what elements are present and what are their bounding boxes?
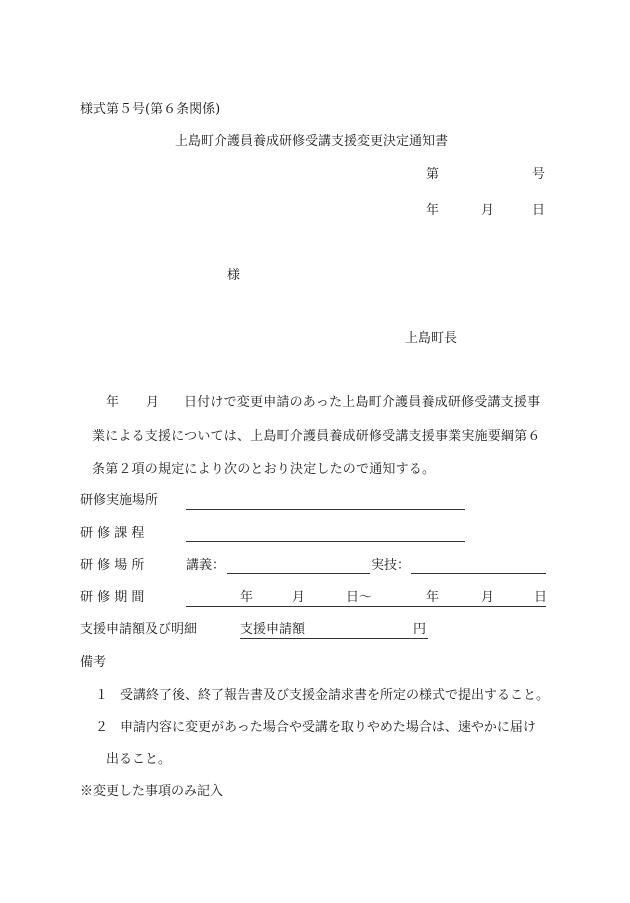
location-label: 研修実施場所 <box>80 493 159 508</box>
lecture-label: 講義： <box>186 558 226 573</box>
location-line <box>186 509 465 510</box>
recipient-suffix: 様 <box>227 268 241 283</box>
practice-label: 実技： <box>371 558 411 573</box>
number-prefix: 第 <box>426 167 440 182</box>
body-line-1: 日付けで変更申請のあった上島町介護員養成研修受講支援事 <box>184 395 541 410</box>
form-number: 様式第５号(第６条関係) <box>80 102 221 117</box>
body-month: 月 <box>146 395 160 410</box>
body-line-2: 業による支援については、上島町介護員養成研修受講支援事業実施要綱第６ <box>92 429 541 444</box>
period-end-year: 年 <box>426 590 440 605</box>
footnote: ※変更した事項のみ記入 <box>80 784 224 799</box>
note-2-continuation: 出ること。 <box>106 752 172 767</box>
period-line <box>186 606 546 607</box>
practice-line <box>411 573 546 574</box>
period-start-month: 月 <box>292 590 306 605</box>
number-suffix: 号 <box>532 167 546 182</box>
venue-label: 研 修 場 所 <box>80 558 145 573</box>
support-label: 支援申請額及び明細 <box>80 622 198 637</box>
document-title: 上島町介護員養成研修受講支援変更決定通知書 <box>175 134 449 149</box>
sender: 上島町長 <box>405 331 458 346</box>
course-label: 研 修 課 程 <box>80 526 145 541</box>
date-day: 日 <box>532 203 546 218</box>
support-amount-line <box>240 638 428 639</box>
yen-unit: 円 <box>413 622 427 637</box>
period-end-day: 日 <box>534 590 548 605</box>
note-1-text: 受講終了後、終了報告書及び支援金請求書を所定の様式で提出すること。 <box>120 688 550 703</box>
period-start-year: 年 <box>240 590 254 605</box>
date-year: 年 <box>426 203 440 218</box>
body-line-3: 条第２項の規定により次のとおり決定したので通知する。 <box>92 462 436 477</box>
period-label: 研 修 期 間 <box>80 590 145 605</box>
support-amount-label: 支援申請額 <box>240 622 306 637</box>
period-end-month: 月 <box>481 590 495 605</box>
body-year: 年 <box>106 395 120 410</box>
note-1-number: １ <box>95 688 109 703</box>
lecture-line <box>227 573 370 574</box>
note-2-text: 申請内容に変更があった場合や受講を取りやめた場合は、速やかに届け <box>120 720 536 735</box>
note-2-number: ２ <box>95 720 109 735</box>
period-start-day: 日～ <box>346 590 373 605</box>
course-line <box>186 541 465 542</box>
date-month: 月 <box>481 203 495 218</box>
notes-heading: 備考 <box>80 655 107 670</box>
